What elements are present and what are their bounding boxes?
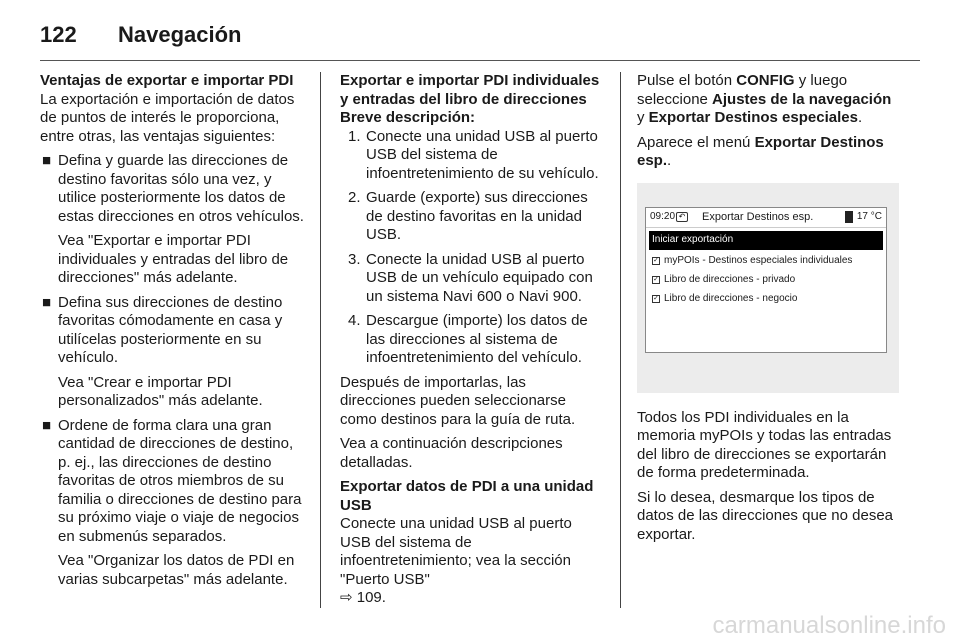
checkbox-checked-icon[interactable]: ✓: [653, 257, 659, 264]
section-heading: Ventajas de exportar e importar PDI: [40, 72, 294, 89]
paragraph: [340, 515, 604, 608]
step-number: 4.: [348, 312, 361, 329]
menu-item-checkbox[interactable]: [646, 252, 886, 271]
watermark: carmanualsonline.info: [712, 612, 946, 639]
menu-label: Exportar Destinos esp.: [637, 133, 884, 169]
nav-icon: ↶: [676, 212, 688, 222]
column-divider: [320, 72, 321, 608]
numbered-step: [340, 128, 604, 184]
menu-item-start-export[interactable]: [649, 231, 883, 250]
paragraph-text: Conecte una unidad USB al puerto USB del sistema de infoentretenimiento; vea la sección "Puerto USB": [340, 515, 572, 588]
bullet-item: [40, 152, 304, 226]
column-2: [340, 72, 604, 614]
section-title: Navegación: [118, 22, 242, 47]
step-number: 3.: [348, 250, 361, 268]
paragraph: Vea a continuación descripciones detalladas.: [340, 435, 563, 471]
text-run: Aparece el menú: [637, 133, 755, 151]
column-3: [637, 72, 901, 550]
bullet-mark: ■: [42, 416, 52, 434]
numbered-step: [340, 251, 604, 307]
page-number: 122: [40, 22, 77, 47]
bullet-mark: ■: [42, 293, 52, 311]
menu-item-label: Iniciar exportación: [652, 234, 734, 245]
menu-item-label: Libro de direcciones - privado: [664, 274, 796, 285]
step-number: 1.: [348, 127, 361, 145]
subheading: Breve descripción:: [340, 109, 476, 126]
bullet-text: Ordene de forma clara una gran cantidad de direcciones de destino, p. ej., las direcciones de destino favoritas de otros miembros de su familia o direcciones de destino para su próximo viaje o viaje de negocios en submenús separados.: [58, 416, 302, 545]
infotainment-screen: [645, 207, 887, 353]
menu-item-checkbox[interactable]: [646, 290, 886, 309]
paragraph: [637, 72, 901, 128]
menu-item-label: Libro de direcciones - negocio: [664, 293, 798, 304]
menu-item-label: myPOIs - Destinos especiales individuales: [664, 255, 853, 266]
column-1: [40, 72, 304, 595]
step-number: 2.: [348, 189, 361, 206]
step-text: Conecte la unidad USB al puerto USB de un vehículo equipado con un sistema Navi 600 o Navi 900.: [366, 250, 593, 305]
section-heading: Exportar datos de PDI a una unidad USB: [340, 478, 594, 514]
checkbox-checked-icon[interactable]: ✓: [653, 295, 659, 302]
menu-label: Ajustes de la navegación: [712, 90, 892, 108]
bullet-mark: ■: [42, 152, 52, 169]
checkbox-checked-icon[interactable]: ✓: [653, 276, 659, 283]
bullet-note: Vea "Organizar los datos de PDI en varias subcarpetas" más adelante.: [58, 552, 295, 588]
phone-icon: [845, 211, 853, 223]
bullet-item: [40, 417, 304, 547]
paragraph: Si lo desea, desmarque los tipos de datos de las direcciones que no desea exportar.: [637, 488, 894, 543]
header-rule: [40, 60, 920, 61]
paragraph: Todos los PDI individuales en la memoria myPOIs y todas las entradas del libro de direcciones se exportarán de forma predeterminada.: [637, 408, 892, 481]
screenshot-figure: [637, 183, 899, 393]
menu-label: Exportar Destinos especiales: [648, 109, 858, 126]
paragraph: Después de importarlas, las direcciones pueden seleccionarse como destinos para la guía de ruta.: [340, 373, 576, 428]
page-header: [40, 12, 920, 58]
section-heading: Exportar e importar PDI individuales y entradas del libro de direcciones: [340, 72, 600, 108]
screen-status-bar: [646, 208, 886, 228]
text-run: Pulse el botón: [637, 72, 737, 89]
clock: 09:20: [650, 211, 676, 222]
step-text: Descargue (importe) los datos de las direcciones al sistema de infoentretenimiento del vehículo.: [366, 312, 588, 366]
text-run: y: [637, 109, 649, 126]
screen-title: Exportar Destinos esp.: [702, 211, 814, 223]
numbered-step: [340, 189, 604, 245]
bullet-item: [40, 294, 304, 368]
text-run: .: [857, 109, 863, 126]
page-ref-link[interactable]: 109.: [356, 589, 386, 606]
bullet-text: Defina sus direcciones de destino favoritas cómodamente en casa y utilícelas posteriormente en su vehículo.: [58, 293, 283, 366]
config-button-label: CONFIG: [736, 72, 795, 89]
bullet-note: Vea "Exportar e importar PDI individuales y entradas del libro de direcciones" más adelante.: [58, 232, 289, 286]
bullet-text: Defina y guarde las direcciones de destino favoritas sólo una vez, y utilice posteriormente los datos de estas direcciones en otros vehículos.: [58, 152, 304, 225]
page-ref-arrow-icon: ⇨: [340, 589, 353, 606]
intro-paragraph: La exportación e importación de datos de puntos de interés le proporciona, entre otras, las ventajas siguientes:: [40, 90, 295, 145]
bullet-note: Vea "Crear e importar PDI personalizados" más adelante.: [58, 373, 263, 409]
step-text: Guarde (exporte) sus direcciones de destino favoritas en la unidad USB.: [366, 189, 588, 243]
temperature: 17 °C: [856, 211, 882, 222]
step-text: Conecte una unidad USB al puerto USB del sistema de infoentretenimiento de su vehículo.: [366, 127, 599, 182]
menu-item-checkbox[interactable]: [646, 271, 886, 290]
text-run: .: [667, 152, 672, 169]
numbered-step: [340, 312, 604, 368]
paragraph: [637, 134, 901, 171]
text-run: y luego seleccione: [637, 72, 848, 108]
column-divider: [620, 72, 621, 608]
